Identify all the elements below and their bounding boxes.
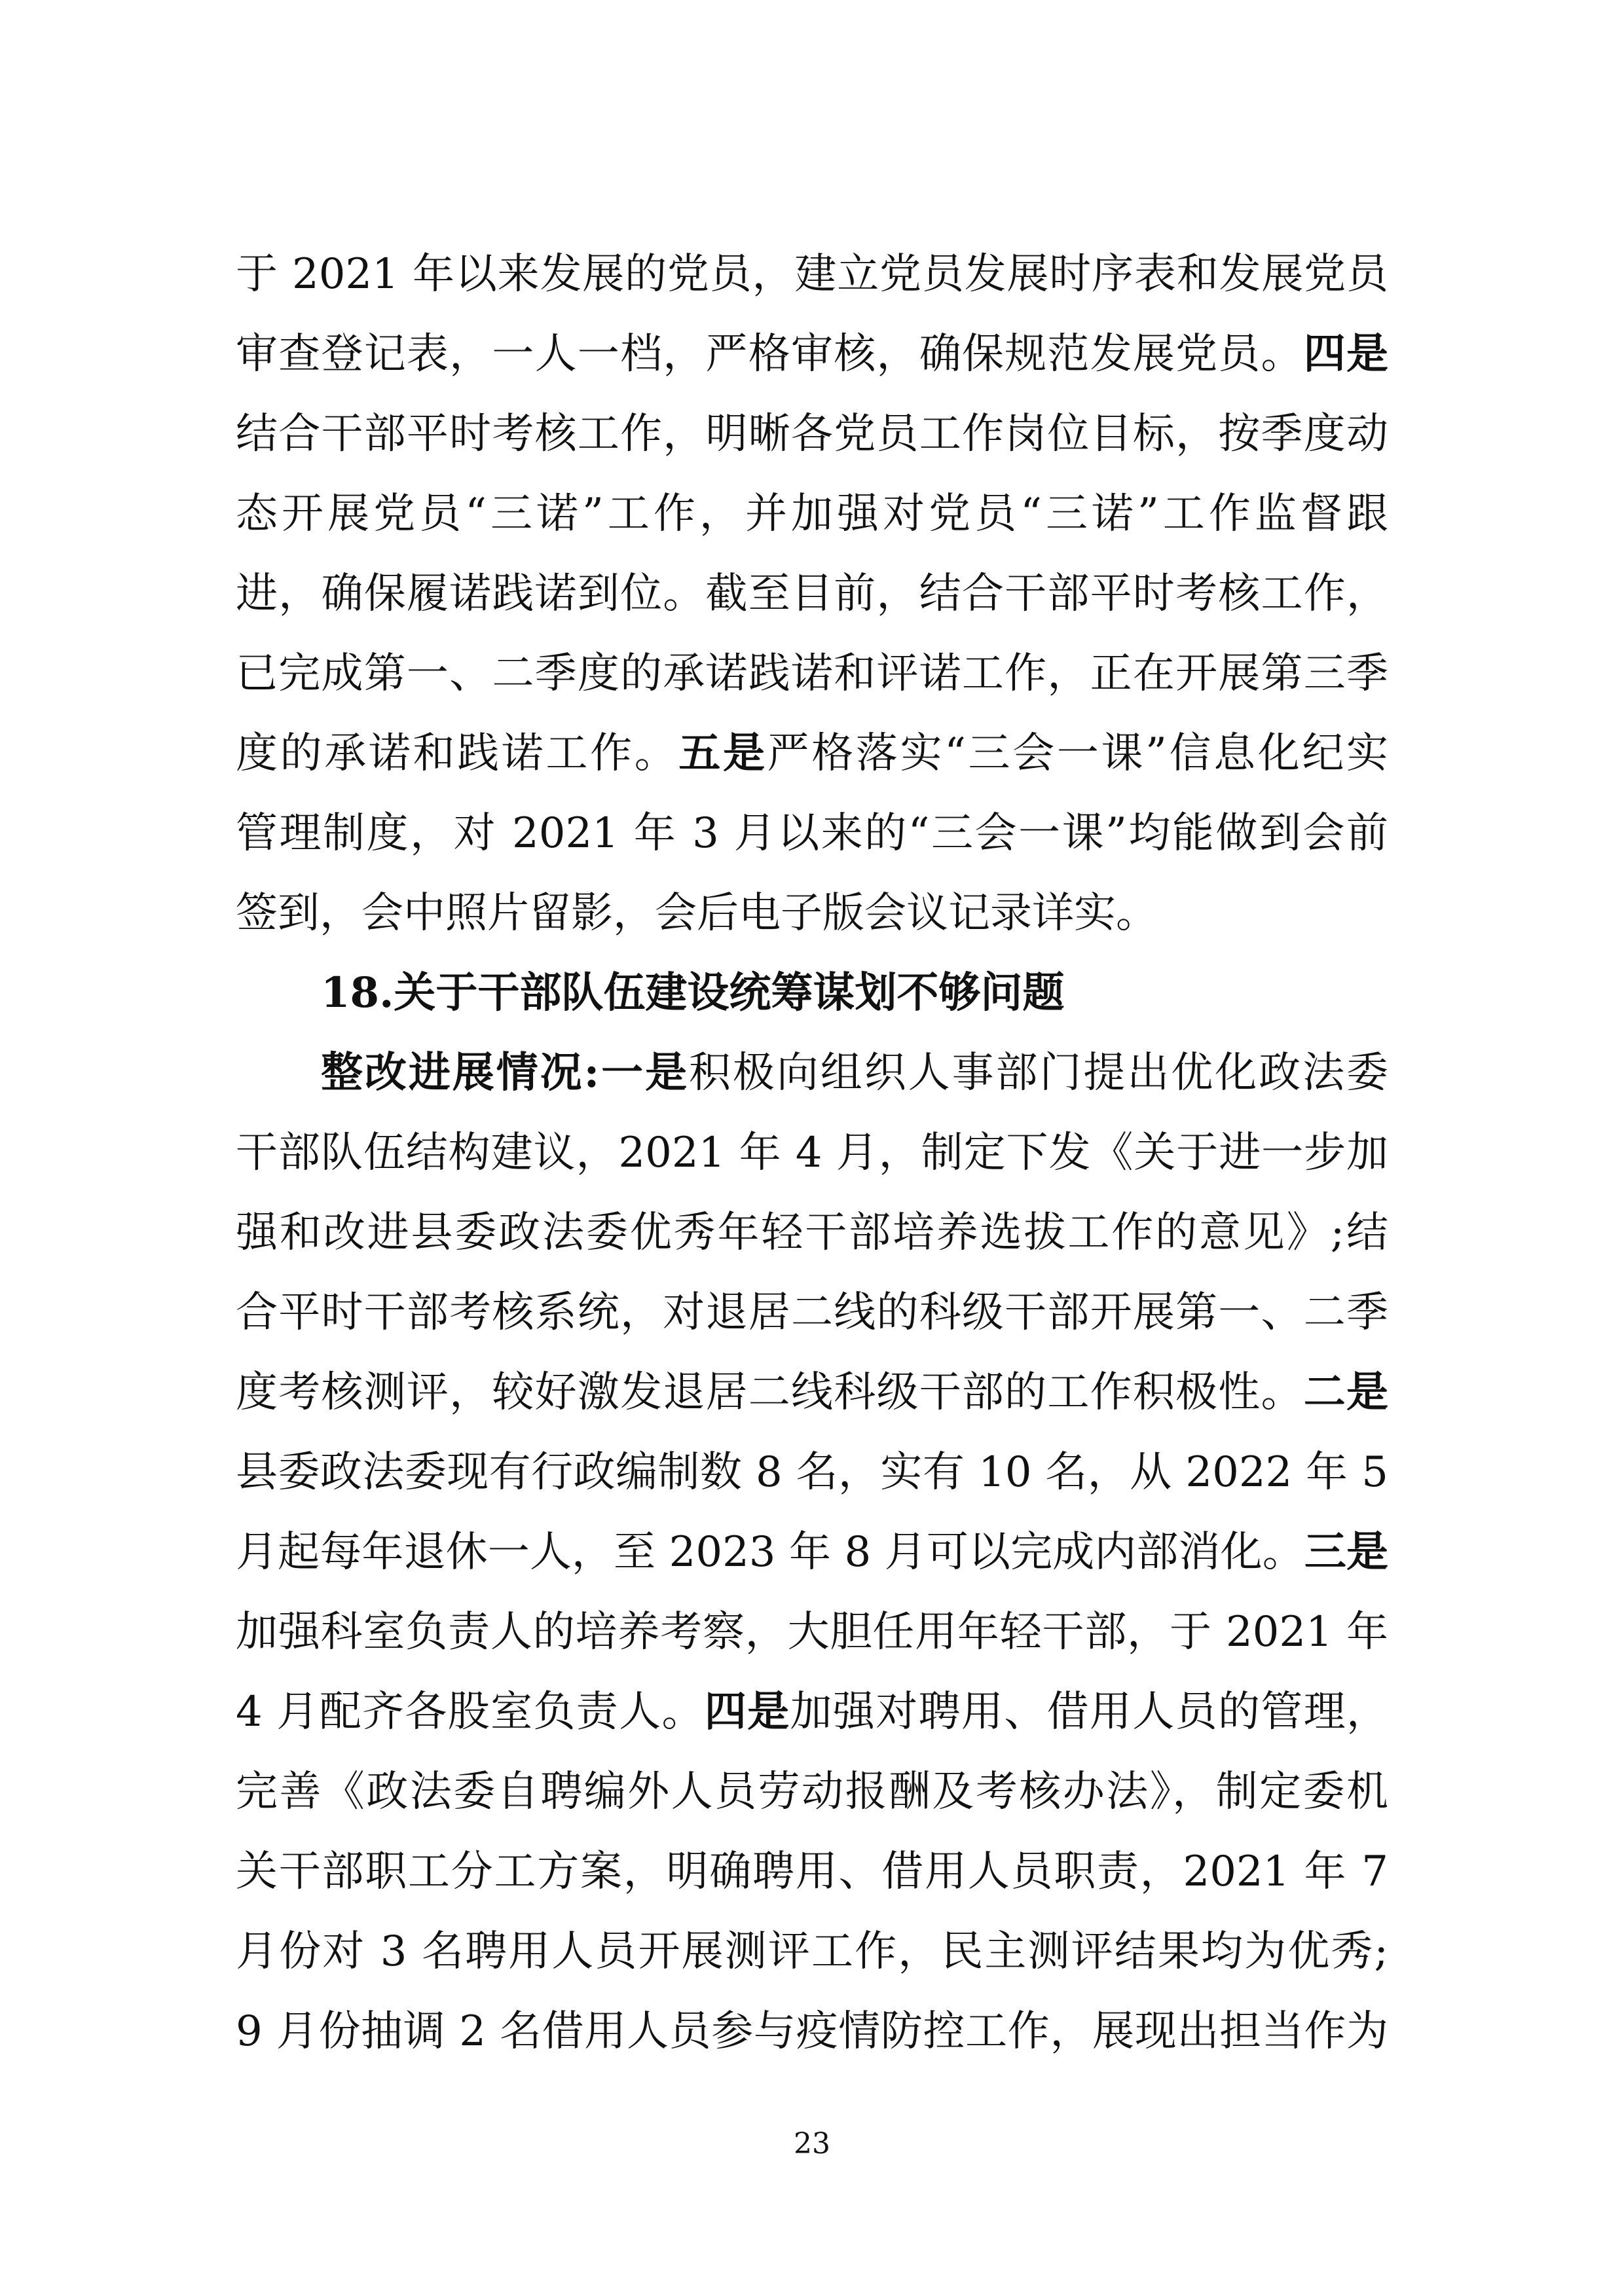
line-text: 9 月份抽调 2 名借用人员参与疫情防控工作，展现出担当作为 — [236, 2007, 1388, 2056]
line-text: 合平时干部考核系统，对退居二线的科级干部开展第一、二季 — [236, 1288, 1388, 1337]
text-line — [236, 314, 1388, 394]
text-line — [236, 394, 1388, 474]
line-text: 已完成第一、二季度的承诺践诺和评诺工作，正在开展第三季 — [236, 649, 1388, 698]
bold-lead-text: 五是 — [678, 729, 767, 778]
line-text: 签到，会中照片留影，会后电子版会议记录详实。 — [236, 889, 1158, 938]
text-line — [236, 1912, 1388, 1992]
bold-lead-text: 四是 — [1303, 329, 1389, 378]
line-text: 审查登记表，一人一档，严格审核，确保规范发展党员。 — [236, 330, 1304, 378]
line-text: 月起每年退休一人，至 2023 年 8 月可以完成内部消化。 — [236, 1528, 1304, 1576]
line-text: 进，确保履诺践诺到位。截至目前，结合干部平时考核工作， — [236, 570, 1388, 618]
text-line — [236, 793, 1388, 873]
line-text: 强和改进县委政法委优秀年轻干部培养选拔工作的意见》;结 — [236, 1209, 1388, 1257]
line-text: 态开展党员“三诺”工作，并加强对党员“三诺”工作监督跟 — [236, 490, 1388, 538]
bold-lead-text: 四是 — [704, 1687, 790, 1736]
line-text: 关干部职工分工方案，明确聘用、借用人员职责，2021 年 7 — [236, 1848, 1388, 1896]
text-line — [321, 1033, 1388, 1113]
text-line — [236, 1273, 1388, 1353]
line-text: 度考核测评，较好激发退居二线科级干部的工作积极性。 — [236, 1368, 1304, 1417]
bold-lead-text: 一是 — [599, 1048, 690, 1097]
bold-lead-text: 整改进展情况: — [321, 1048, 600, 1097]
text-line — [236, 634, 1388, 714]
text-line — [236, 1193, 1388, 1273]
line-text: 完善《政法委自聘编外人员劳动报酬及考核办法》，制定委机 — [236, 1768, 1388, 1816]
line-text: 加强对聘用、借用人员的管理， — [790, 1688, 1388, 1736]
line-text: 严格落实“三会一课”信息化纪实 — [767, 729, 1389, 778]
text-line — [236, 1512, 1388, 1592]
text-line — [236, 1432, 1388, 1512]
text-line — [236, 1353, 1388, 1432]
text-line — [236, 873, 1388, 953]
line-text: 月份对 3 名聘用人员开展测评工作，民主测评结果均为优秀; — [236, 1927, 1388, 1976]
text-line — [236, 1113, 1388, 1193]
section-heading: 18.关于干部队伍建设统筹谋划不够问题 — [321, 968, 1065, 1017]
text-line — [236, 554, 1388, 634]
bold-lead-text: 三是 — [1304, 1527, 1389, 1576]
line-text: 度的承诺和践诺工作。 — [236, 729, 679, 778]
text-line — [236, 1592, 1388, 1672]
line-text: 于 2021 年以来发展的党员，建立党员发展时序表和发展党员 — [236, 250, 1388, 299]
text-line — [236, 1992, 1388, 2071]
text-line — [236, 1832, 1388, 1912]
text-line — [236, 714, 1388, 793]
text-line — [236, 234, 1388, 314]
text-line — [236, 474, 1388, 554]
bold-lead-text: 二是 — [1303, 1368, 1389, 1417]
line-text: 4 月配齐各股室负责人。 — [236, 1688, 705, 1736]
line-text: 干部队伍结构建议，2021 年 4 月，制定下发《关于进一步加 — [236, 1129, 1388, 1177]
line-text: 加强科室负责人的培养考察，大胆任用年轻干部，于 2021 年 — [236, 1608, 1388, 1656]
text-line — [236, 1672, 1388, 1752]
line-text: 县委政法委现有行政编制数 8 名，实有 10 名，从 2022 年 5 — [236, 1448, 1388, 1497]
line-text: 管理制度，对 2021 年 3 月以来的“三会一课”均能做到会前 — [236, 809, 1388, 858]
page-number: 23 — [794, 2127, 830, 2160]
text-line — [236, 1752, 1388, 1832]
line-text: 积极向组织人事部门提出优化政法委 — [689, 1049, 1388, 1097]
line-text: 结合干部平时考核工作，明晰各党员工作岗位目标，按季度动 — [236, 410, 1388, 458]
